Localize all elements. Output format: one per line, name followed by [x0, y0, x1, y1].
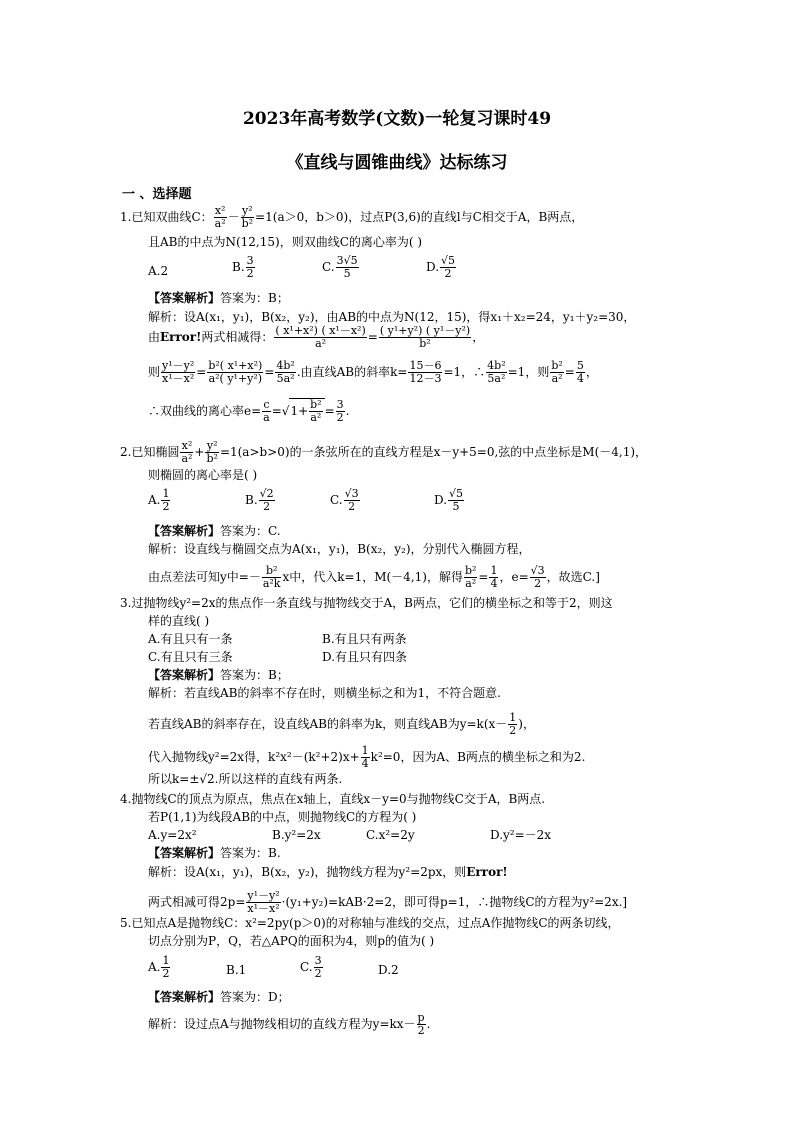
fraction: $\frac{3}{2}$: [314, 954, 322, 980]
q1-solution-line4: ∴双曲线的离心率e= $\frac{c}{a}$ =√1+ $\frac{\text{b²}}{\text{a²}}$ = $\frac{3}{2}$ .: [148, 398, 350, 424]
fraction: $\frac{\text{b²}}{\text{a²}}$: [310, 398, 322, 424]
q3-option-c: C.有且只有三条: [148, 650, 233, 664]
q5-option-b: B.1: [226, 963, 247, 977]
q3-option-b: B.有且只有两条: [322, 632, 407, 646]
fraction: $\frac{\text{x²}}{\text{a²}}$: [214, 204, 226, 230]
fraction: $\frac{\text{y²}}{\text{b²}}$: [206, 439, 218, 465]
q1-solution-line2: 由Error!两式相减得： $\frac{\text{( x¹+x²) ( x¹－x²)}}{\text{a²}}$ = $\frac{\text{( y¹+y²) ( y¹－y²)}}{\text{b²}}$ ，: [148, 324, 485, 350]
fraction: $\frac{√5}{5}$: [449, 487, 464, 513]
fraction: $\frac{1}{4}$: [490, 564, 498, 590]
q2-stem: 2.已知椭圆 $\frac{\text{x²}}{\text{a²}}$ + $\frac{\text{y²}}{\text{b²}}$ =1(a>b>0)的一条弦所在的直线方程是x－y+5=0,弦的中点坐标是M(－4,1)，: [120, 439, 648, 465]
q1-option-a: A.2: [148, 264, 169, 278]
q3-stem-line2: 样的直线( ): [148, 614, 210, 628]
q1-option-b: B. $\frac{3}{2}$: [232, 254, 254, 280]
q2-option-a: A. $\frac{1}{2}$: [148, 487, 170, 513]
q2-answer: 【答案解析】答案为：C.: [148, 524, 281, 538]
q1-option-c: C. $\frac{3√5}{5}$: [322, 254, 358, 280]
fraction: $\frac{\text{b²}}{\text{a²}}$: [464, 564, 477, 590]
fraction: $\frac{15-6}{12-3}$: [409, 359, 442, 385]
page-title: 2023年高考数学(文数)一轮复习课时49: [242, 109, 552, 129]
q1-solution-line1: 解析：设A(x₁，y₁)，B(x₂，y₂)，由AB的中点为N(12，15)，得x₁＋x₂=24，y₁＋y₂=30，: [148, 310, 636, 324]
q1-solution-line3: 则 $\frac{\text{y¹－y²}}{\text{x¹－x²}}$ = $\frac{\text{b²( x¹+x²)}}{\text{a²( y¹+y²)}}$ = $\frac{\text{4b²}}{\text{5a²}}$ .由直线AB的斜率k= $\frac{15-6}{12-3}$ =1，∴ $\frac{\text{4b²}}{\text{5a²}}$ =1，则 $\frac{\text{b²}}{\text{a²}}$ = $\frac{5}{4}$ ，: [148, 359, 598, 385]
q5-solution-line1: 解析：设过点A与抛物线相切的直线方程为y=kx－ $\frac{p}{2}$ .: [148, 1011, 431, 1037]
fraction: $\frac{3}{2}$: [246, 254, 254, 280]
q1-answer: 【答案解析】答案为：B；: [148, 291, 289, 305]
fraction: $\frac{\text{( x¹+x²) ( x¹－x²)}}{\text{a²}}$: [275, 324, 366, 350]
q3-solution-line3: 代入抛物线y²=2x得，k²x²－(k²+2)x+ $\frac{1}{4}$ k²=0，因为A、B两点的横坐标之和为2.: [148, 744, 586, 770]
q5-option-d: D.2: [378, 963, 399, 977]
q5-answer: 【答案解析】答案为：D；: [148, 990, 290, 1004]
q3-solution-line4: 所以k=±√2.所以这样的直线有两条.: [148, 772, 343, 786]
q4-solution-line2: 两式相减可得2p= $\frac{\text{y¹－y²}}{\text{x¹－x²}}$ ·(y₁+y₂)=kAB·2=2，即可得p=1，∴抛物线C的方程为y²=2x.]: [148, 889, 628, 915]
fraction: $\frac{\text{b²}}{\text{a²k}}$: [262, 564, 281, 590]
q3-solution-line1: 解析：若直线AB的斜率不存在时，则横坐标之和为1，不符合题意.: [148, 686, 501, 700]
fraction: $\frac{√3}{2}$: [530, 564, 545, 590]
q3-answer: 【答案解析】答案为：B；: [148, 668, 289, 682]
fraction: $\frac{\text{4b²}}{\text{5a²}}$: [276, 359, 295, 385]
fraction: $\frac{\text{b²( x¹+x²)}}{\text{a²( y¹+y²)}}$: [208, 359, 263, 385]
q2-option-b: B. $\frac{√2}{2}$: [245, 487, 274, 513]
q5-stem: 5.已知点A是抛物线C：x²=2py(p＞0)的对称轴与准线的交点，过点A作抛物线C的两条切线，: [120, 916, 620, 930]
fraction: $\frac{1}{2}$: [162, 954, 170, 980]
fraction: $\frac{1}{2}$: [162, 487, 170, 513]
q2-stem-line2: 则椭圆的离心率是( ): [148, 468, 258, 482]
fraction: $\frac{\text{b²}}{\text{a²}}$: [551, 359, 563, 385]
fraction: $\frac{√3}{2}$: [344, 487, 359, 513]
q2-solution-line2: 由点差法可知y中=－ $\frac{\text{b²}}{\text{a²k}}$ x中，代入k=1，M(－4,1)，解得 $\frac{\text{b²}}{\text{a²}}$ = $\frac{1}{4}$ ，e= $\frac{√3}{2}$ ，故选C.]: [148, 564, 600, 590]
q5-option-a: A. $\frac{1}{2}$: [148, 954, 170, 980]
fraction: $\frac{3√5}{5}$: [336, 254, 358, 280]
q1-option-d: D. $\frac{√5}{2}$: [426, 254, 456, 280]
fraction: $\frac{3}{2}$: [336, 398, 344, 424]
fraction: $\frac{\text{( y¹+y²) ( y¹－y²)}}{\text{b²}}$: [379, 324, 471, 350]
q3-solution-line2: 若直线AB的斜率存在，设直线AB的斜率为k，则直线AB为y=k(x－ $\frac{1}{2}$ )，: [148, 711, 535, 737]
fraction: $\frac{1}{2}$: [509, 711, 517, 737]
section-heading: 一 、选择题: [122, 187, 192, 202]
fraction: $\frac{√5}{2}$: [441, 254, 456, 280]
q2-solution-line1: 解析：设直线与椭圆交点为A(x₁，y₁)，B(x₂，y₂)，分别代入椭圆方程，: [148, 542, 531, 556]
fraction: $\frac{\text{y¹－y²}}{\text{x¹－x²}}$: [247, 889, 280, 915]
fraction: $\frac{\text{y²}}{\text{b²}}$: [241, 204, 254, 230]
q4-option-a: A.y=2x²: [148, 828, 197, 842]
q2-option-c: C. $\frac{√3}{2}$: [330, 487, 359, 513]
page-subtitle: 《直线与圆锥曲线》达标练习: [286, 153, 508, 173]
fraction: $\frac{p}{2}$: [417, 1011, 425, 1037]
fraction: $\frac{\text{4b²}}{\text{5a²}}$: [487, 359, 506, 385]
fraction: $\frac{5}{4}$: [576, 359, 584, 385]
q4-answer: 【答案解析】答案为：B.: [148, 846, 281, 860]
fraction: $\frac{c}{a}$: [263, 398, 270, 424]
q5-stem-line2: 切点分别为P，Q，若△APQ的面积为4，则p的值为( ): [148, 934, 435, 948]
q4-solution-line1: 解析：设A(x₁，y₁)，B(x₂，y₂)，抛物线方程为y²=2px，则Error!: [148, 865, 508, 879]
q2-option-d: D. $\frac{√5}{5}$: [434, 487, 464, 513]
fraction: $\frac{√2}{2}$: [259, 487, 274, 513]
q4-option-b: B.y²=2x: [272, 828, 321, 842]
q4-stem-line2: 若P(1,1)为线段AB的中点，则抛物线C的方程为( ): [148, 810, 417, 824]
q5-option-c: C. $\frac{3}{2}$: [300, 954, 322, 980]
q4-option-d: D.y²=－2x: [490, 828, 552, 842]
q1-stem-line2: 且AB的中点为N(12,15)，则双曲线C的离心率为( ): [148, 235, 423, 249]
q4-option-c: C.x²=2y: [366, 828, 415, 842]
fraction: $\frac{\text{y¹－y²}}{\text{x¹－x²}}$: [162, 359, 195, 385]
q1-stem: 1.已知双曲线C： $\frac{\text{x²}}{\text{a²}}$ － $\frac{\text{y²}}{\text{b²}}$ =1(a＞0，b＞0)，过点P(3,6)的直线l与C相交于A，B两点，: [120, 204, 584, 230]
q3-stem: 3.过抛物线y²=2x的焦点作一条直线与抛物线交于A，B两点，它们的横坐标之和等于2，则这: [120, 596, 613, 610]
q3-option-a: A.有且只有一条: [148, 632, 233, 646]
fraction: $\frac{1}{4}$: [361, 744, 369, 770]
q4-stem: 4.抛物线C的顶点为原点，焦点在x轴上，直线x－y=0与抛物线C交于A，B两点.: [120, 792, 546, 806]
q3-option-d: D.有且只有四条: [322, 650, 408, 664]
fraction: $\frac{\text{x²}}{\text{a²}}$: [181, 439, 193, 465]
